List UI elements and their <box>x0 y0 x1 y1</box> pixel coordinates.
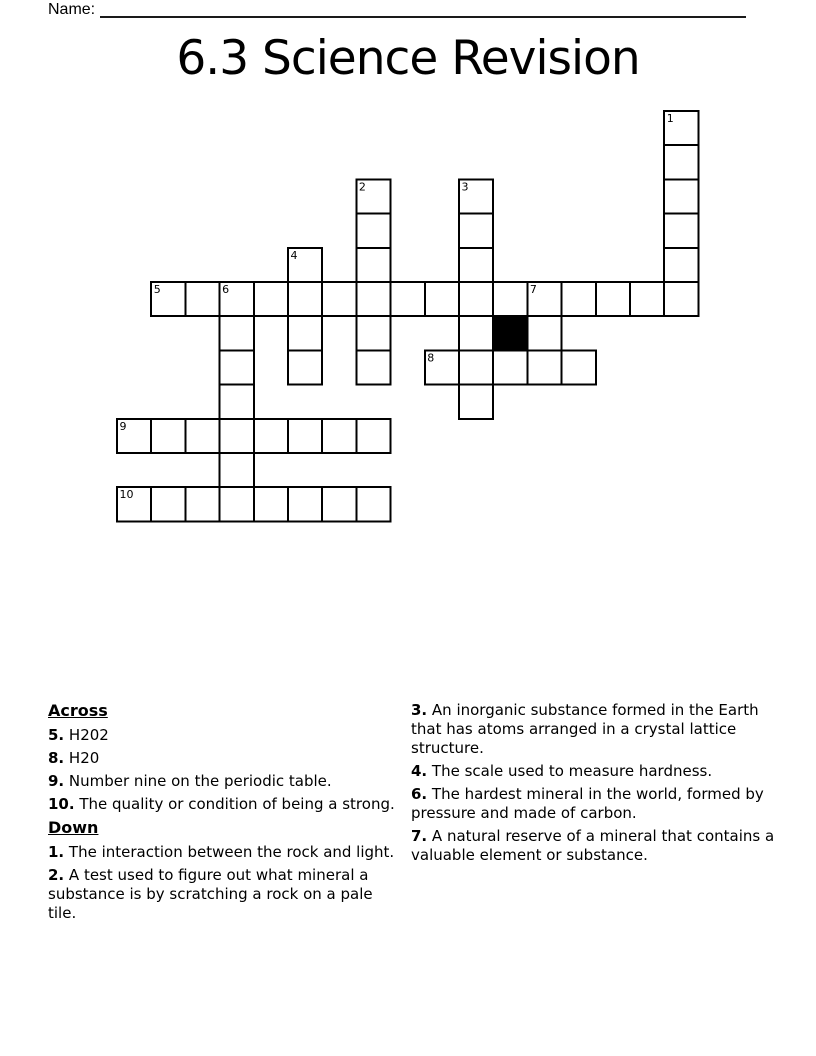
grid-cell[interactable] <box>459 385 493 419</box>
grid-cell[interactable] <box>459 282 493 316</box>
name-row <box>48 1 746 18</box>
name-label: Name: <box>48 1 96 18</box>
grid-cell[interactable] <box>630 282 664 316</box>
clue-number: 4. <box>411 762 428 780</box>
grid-cell[interactable] <box>288 316 322 350</box>
clues-column-right <box>411 701 777 869</box>
clue-number: 5. <box>48 726 65 744</box>
grid-cell[interactable] <box>356 419 390 453</box>
clue-text: The interaction between the rock and light. <box>64 843 395 861</box>
grid-cell[interactable] <box>527 350 561 384</box>
grid-cell[interactable] <box>220 316 254 350</box>
clue-number: 7. <box>411 827 428 845</box>
grid-cell[interactable] <box>220 419 254 453</box>
grid-cell[interactable] <box>596 282 630 316</box>
cell-number: 6 <box>222 283 230 296</box>
grid-cell[interactable] <box>322 487 356 521</box>
grid-cell[interactable] <box>356 350 390 384</box>
grid-cell[interactable] <box>220 385 254 419</box>
down-heading: Down <box>48 818 99 837</box>
grid-cell[interactable] <box>288 350 322 384</box>
grid-cell[interactable] <box>254 419 288 453</box>
clue-item <box>48 726 400 745</box>
clue-text: The hardest mineral in the world, formed by pressure and made of carbon. <box>411 785 764 822</box>
cell-number: 1 <box>666 112 674 125</box>
clue-item <box>48 843 400 862</box>
grid-cell[interactable] <box>356 248 390 282</box>
grid-cell[interactable] <box>664 179 698 213</box>
grid-cell[interactable] <box>185 282 219 316</box>
clue-text: The scale used to measure hardness. <box>427 762 713 780</box>
grid-cell[interactable] <box>664 248 698 282</box>
grid-cell[interactable] <box>356 282 390 316</box>
down-clues-right <box>411 701 777 865</box>
grid-cell[interactable] <box>459 248 493 282</box>
clue-number: 6. <box>411 785 428 803</box>
grid-cell[interactable] <box>459 316 493 350</box>
clue-item <box>48 749 400 768</box>
clue-item <box>48 795 400 814</box>
grid-cell[interactable] <box>151 419 185 453</box>
clue-text: An inorganic substance formed in the Earth that has atoms arranged in a crystal lattice structure. <box>411 701 759 757</box>
cell-number: 3 <box>461 180 469 194</box>
clue-number: 10. <box>48 795 75 813</box>
across-heading: Across <box>48 701 108 720</box>
cell-number: 9 <box>119 419 127 433</box>
grid-cell[interactable] <box>322 419 356 453</box>
clue-number: 8. <box>48 749 65 767</box>
cell-number: 8 <box>427 351 435 365</box>
grid-cell[interactable] <box>220 487 254 521</box>
grid-cell[interactable] <box>288 419 322 453</box>
blocked-cell <box>493 316 527 350</box>
clue-item <box>411 701 777 758</box>
name-blank-line[interactable] <box>100 1 746 18</box>
cell-number: 2 <box>358 180 366 194</box>
clue-text: Number nine on the periodic table. <box>64 772 332 790</box>
clue-text: H20 <box>64 749 100 767</box>
clue-item <box>411 762 777 781</box>
clue-text: H202 <box>64 726 109 744</box>
clues-column-left <box>48 701 400 927</box>
grid-cell[interactable] <box>664 145 698 179</box>
grid-cell[interactable] <box>527 316 561 350</box>
grid-cell[interactable] <box>356 214 390 248</box>
grid-cell[interactable] <box>254 487 288 521</box>
clue-text: A natural reserve of a mineral that contains a valuable element or substance. <box>411 827 775 864</box>
grid-cell[interactable] <box>459 350 493 384</box>
grid-cell[interactable] <box>356 487 390 521</box>
clue-number: 9. <box>48 772 65 790</box>
grid-cell[interactable] <box>391 282 425 316</box>
clue-number: 1. <box>48 843 65 861</box>
grid-cell[interactable] <box>562 282 596 316</box>
across-clues <box>48 726 400 814</box>
clue-item <box>48 866 400 923</box>
cell-number: 4 <box>290 248 298 262</box>
clue-item <box>411 827 777 865</box>
page-title: 6.3 Science Revision <box>176 31 640 86</box>
grid-cell[interactable] <box>664 214 698 248</box>
grid-cell[interactable] <box>254 282 288 316</box>
cell-number: 7 <box>529 283 537 296</box>
clue-text: The quality or condition of being a strong. <box>74 795 395 813</box>
clue-item <box>48 772 400 791</box>
grid-cell[interactable] <box>562 350 596 384</box>
grid-cell[interactable] <box>288 487 322 521</box>
down-clues-left <box>48 843 400 923</box>
grid-cell[interactable] <box>493 350 527 384</box>
grid-cell[interactable] <box>151 487 185 521</box>
grid-cell[interactable] <box>356 316 390 350</box>
grid-cell[interactable] <box>288 282 322 316</box>
grid-cell[interactable] <box>185 487 219 521</box>
clue-number: 3. <box>411 701 428 719</box>
crossword-grid <box>115 109 701 524</box>
grid-cell[interactable] <box>220 453 254 487</box>
cell-number: 10 <box>119 488 134 502</box>
clue-item <box>411 785 777 823</box>
grid-cell[interactable] <box>493 282 527 316</box>
grid-cell[interactable] <box>185 419 219 453</box>
grid-cell[interactable] <box>664 282 698 316</box>
grid-cell[interactable] <box>322 282 356 316</box>
cell-number: 5 <box>153 283 161 296</box>
clue-number: 2. <box>48 866 65 884</box>
grid-cell[interactable] <box>220 350 254 384</box>
grid-cell[interactable] <box>425 282 459 316</box>
grid-cell[interactable] <box>459 214 493 248</box>
clue-text: A test used to figure out what mineral a substance is by scratching a rock on a pale tile. <box>48 866 373 922</box>
